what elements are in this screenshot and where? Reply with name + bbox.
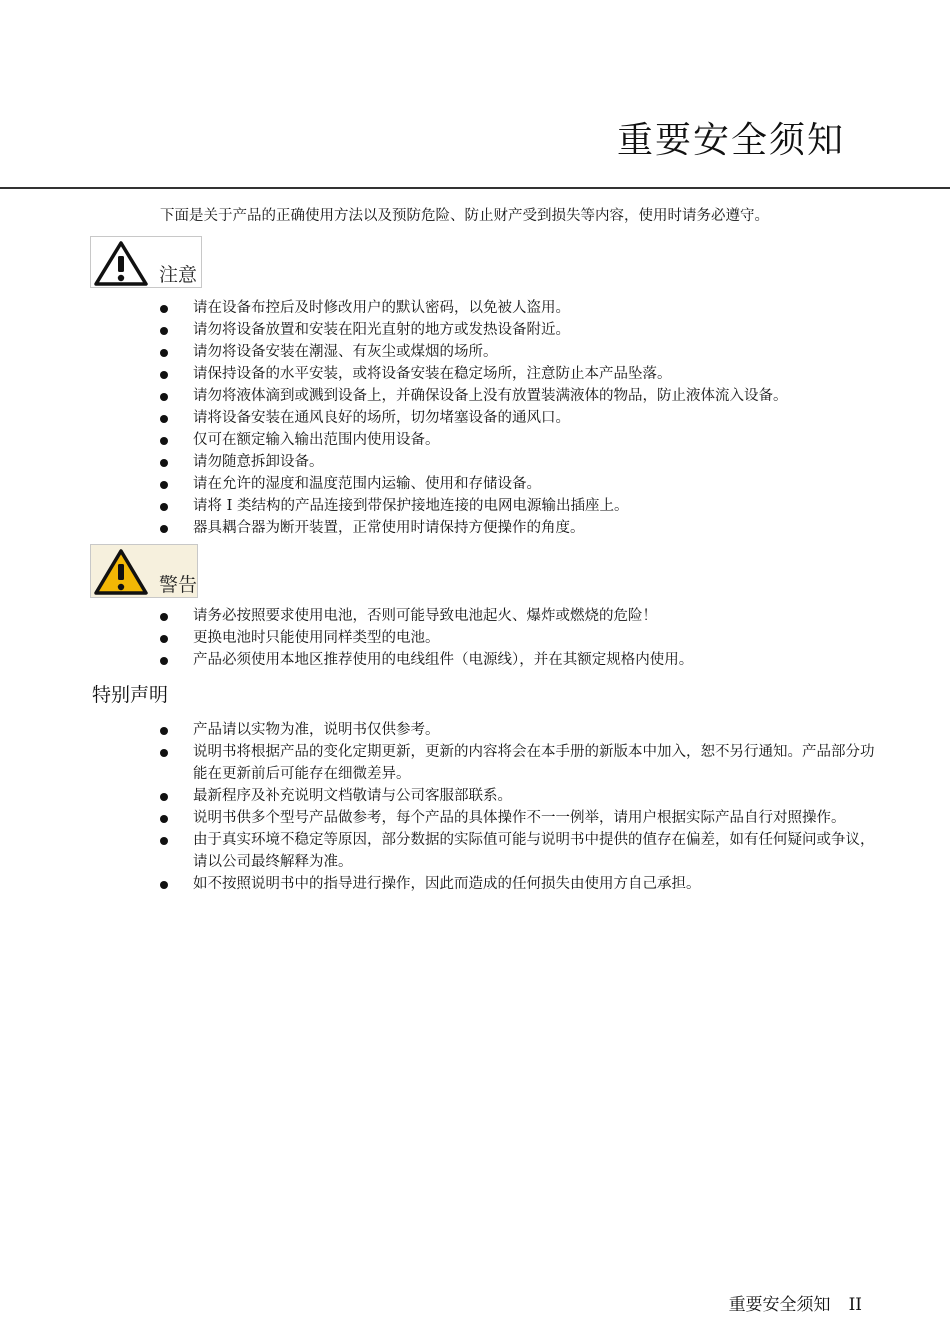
list-item <box>160 829 880 873</box>
list-item-text: 请勿将液体滴到或溅到设备上，并确保设备上没有放置装满液体的物品，防止液体流入设备。 <box>193 388 788 404</box>
page-number: II <box>848 1295 862 1315</box>
list-item <box>160 517 880 539</box>
bullet-icon <box>160 613 168 621</box>
list-item-text: 仅可在额定输入输出范围内使用设备。 <box>193 432 440 448</box>
warning-triangle-icon <box>93 239 149 287</box>
bullet-icon <box>160 305 168 313</box>
bullet-icon <box>160 749 168 757</box>
list-item <box>160 785 880 807</box>
bullet-icon <box>160 371 168 379</box>
list-item-text: 更换电池时只能使用同样类型的电池。 <box>193 630 440 646</box>
list-item-text: 由于真实环境不稳定等原因，部分数据的实际值可能与说明书中提供的值存在偏差，如有任何疑问或争议，请以公司最终解释为准。 <box>193 832 875 870</box>
bullet-icon <box>160 815 168 823</box>
list-item <box>160 873 880 895</box>
list-item <box>160 429 880 451</box>
list-item <box>160 363 880 385</box>
bullet-icon <box>160 657 168 665</box>
list-item <box>160 495 880 517</box>
list-item <box>160 649 880 671</box>
special-statement-heading: 特别声明 <box>92 684 169 706</box>
list-item <box>160 297 880 319</box>
bullet-icon <box>160 481 168 489</box>
list-item-text: 请勿将设备放置和安装在阳光直射的地方或发热设备附近。 <box>193 322 570 338</box>
bullet-icon <box>160 503 168 511</box>
title-divider <box>0 187 950 189</box>
list-item-text: 最新程序及补充说明文档敬请与公司客服部联系。 <box>193 788 512 804</box>
warning-list <box>160 605 880 671</box>
bullet-icon <box>160 437 168 445</box>
list-item-text: 请将 I 类结构的产品连接到带保护接地连接的电网电源输出插座上。 <box>193 498 629 514</box>
list-item <box>160 385 880 407</box>
list-item <box>160 741 880 785</box>
caution-label: 注意 <box>159 264 198 286</box>
bullet-icon <box>160 881 168 889</box>
bullet-icon <box>160 393 168 401</box>
caution-notice <box>90 236 202 288</box>
special-statement-list <box>160 719 880 895</box>
list-item <box>160 719 880 741</box>
list-item-text: 器具耦合器为断开装置，正常使用时请保持方便操作的角度。 <box>193 520 585 536</box>
list-item-text: 请勿随意拆卸设备。 <box>193 454 324 470</box>
list-item-text: 请在设备布控后及时修改用户的默认密码，以免被人盗用。 <box>193 300 570 316</box>
list-item <box>160 807 880 829</box>
list-item-text: 请在允许的湿度和温度范围内运输、使用和存储设备。 <box>193 476 541 492</box>
warning-notice <box>90 544 198 598</box>
page-title: 重要安全须知 <box>616 120 845 161</box>
list-item-text: 如不按照说明书中的指导进行操作，因此而造成的任何损失由使用方自己承担。 <box>193 876 701 892</box>
list-item <box>160 473 880 495</box>
bullet-icon <box>160 635 168 643</box>
bullet-icon <box>160 727 168 735</box>
list-item-text: 产品必须使用本地区推荐使用的电线组件（电源线），并在其额定规格内使用。 <box>193 652 694 668</box>
warning-triangle-icon <box>93 547 149 597</box>
bullet-icon <box>160 327 168 335</box>
footer-title: 重要安全须知 <box>728 1295 831 1315</box>
list-item-text: 请勿将设备安装在潮湿、有灰尘或煤烟的场所。 <box>193 344 498 360</box>
list-item <box>160 407 880 429</box>
list-item <box>160 605 880 627</box>
list-item <box>160 627 880 649</box>
list-item-text: 说明书将根据产品的变化定期更新，更新的内容将会在本手册的新版本中加入，恕不另行通知。产品部分功能在更新前后可能存在细微差异。 <box>193 744 875 782</box>
list-item <box>160 451 880 473</box>
list-item-text: 请将设备安装在通风良好的场所，切勿堵塞设备的通风口。 <box>193 410 570 426</box>
bullet-icon <box>160 349 168 357</box>
list-item-text: 产品请以实物为准，说明书仅供参考。 <box>193 722 440 738</box>
bullet-icon <box>160 837 168 845</box>
warning-label: 警告 <box>159 574 198 596</box>
list-item-text: 请务必按照要求使用电池，否则可能导致电池起火、爆炸或燃烧的危险！ <box>193 608 657 624</box>
bullet-icon <box>160 459 168 467</box>
bullet-icon <box>160 415 168 423</box>
intro-text: 下面是关于产品的正确使用方法以及预防危险、防止财产受到损失等内容，使用时请务必遵守。 <box>160 208 769 224</box>
list-item-text: 说明书供多个型号产品做参考，每个产品的具体操作不一一例举，请用户根据实际产品自行对照操作。 <box>193 810 846 826</box>
list-item <box>160 319 880 341</box>
bullet-icon <box>160 525 168 533</box>
list-item <box>160 341 880 363</box>
bullet-icon <box>160 793 168 801</box>
caution-list <box>160 297 880 539</box>
page-footer <box>729 1290 862 1315</box>
list-item-text: 请保持设备的水平安装，或将设备安装在稳定场所，注意防止本产品坠落。 <box>193 366 672 382</box>
